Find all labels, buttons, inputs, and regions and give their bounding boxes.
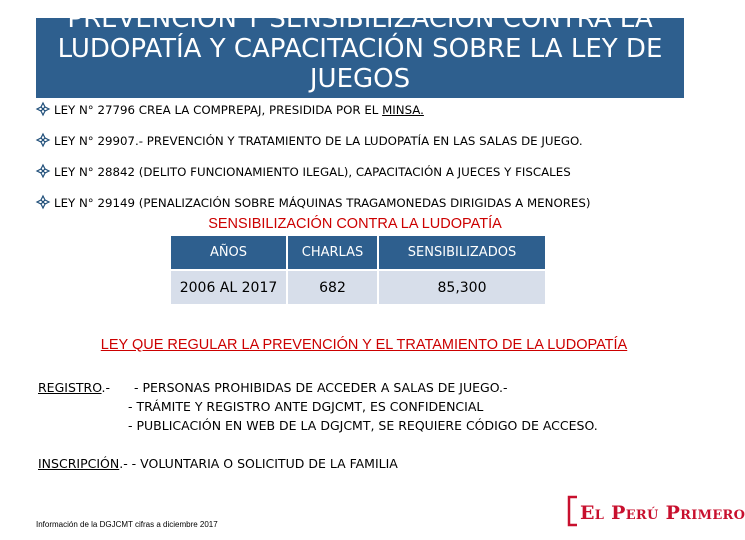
law-title: LEY QUE REGULAR LA PREVENCIÓN Y EL TRATAMIENTO DE LA LUDOPATÍA bbox=[100, 337, 628, 353]
registro-lines bbox=[128, 378, 598, 435]
diamond-bullet-icon bbox=[36, 133, 50, 147]
table-cell: 682 bbox=[288, 269, 379, 304]
source-footnote: Información de la DGJCMT cifras a diciembre 2017 bbox=[36, 520, 218, 529]
table-row bbox=[171, 269, 545, 304]
law-bullet-list bbox=[36, 102, 696, 226]
list-item bbox=[36, 133, 696, 164]
column-header: SENSIBILIZADOS bbox=[379, 236, 545, 269]
registro-line: - PERSONAS PROHIBIDAS DE ACCEDER A SALAS DE JUEGO.- bbox=[134, 380, 508, 395]
column-header: AÑOS bbox=[171, 236, 288, 269]
diamond-bullet-icon bbox=[36, 164, 50, 178]
title-banner bbox=[36, 4, 684, 98]
diamond-bullet-icon bbox=[36, 102, 50, 116]
bullet-text: LEY N° 28842 (DELITO FUNCIONAMIENTO ILEGAL), CAPACITACIÓN A JUECES Y FISCALES bbox=[54, 165, 571, 179]
table-cell: 2006 AL 2017 bbox=[171, 269, 288, 304]
bullet-text: LEY N° 29907.- PREVENCIÓN Y TRATAMIENTO DE LA LUDOPATÍA EN LAS SALAS DE JUEGO. bbox=[54, 134, 583, 148]
column-header: CHARLAS bbox=[288, 236, 379, 269]
page-title: PREVENCIÓN Y SENSIBILIZACIÓN CONTRA LA LUDOPATÍA Y CAPACITACIÓN SOBRE LA LEY DE JUEGOS bbox=[57, 4, 663, 94]
registro-line: - TRÁMITE Y REGISTRO ANTE DGJCMT, ES CONFIDENCIAL bbox=[128, 399, 484, 414]
stats-table bbox=[171, 236, 545, 304]
bullet-text: LEY N° 29149 (PENALIZACIÓN SOBRE MÁQUINAS TRAGAMONEDAS DIRIGIDAS A MENORES) bbox=[54, 196, 591, 210]
logo-bracket-icon bbox=[568, 496, 578, 526]
bullet-text: LEY N° 27796 CREA LA COMPREPAJ, PRESIDIDA POR EL MINSA. bbox=[54, 103, 424, 117]
registro-line: - PUBLICACIÓN EN WEB DE LA DGJCMT, SE REQUIERE CÓDIGO DE ACCESO. bbox=[128, 418, 598, 433]
stats-title: SENSIBILIZACIÓN CONTRA LA LUDOPATÍA bbox=[208, 216, 502, 232]
inscripcion-section bbox=[38, 456, 398, 471]
list-item bbox=[36, 164, 696, 195]
table-cell: 85,300 bbox=[379, 269, 545, 304]
table-header-row bbox=[171, 236, 545, 269]
registro-label: REGISTRO.- bbox=[38, 380, 111, 395]
list-item bbox=[36, 102, 696, 133]
diamond-bullet-icon bbox=[36, 195, 50, 209]
inscripcion-text: .- - VOLUNTARIA O SOLICITUD DE LA FAMILIA bbox=[119, 456, 398, 471]
logo-text: El Perú Primero bbox=[580, 502, 745, 524]
inscripcion-label: INSCRIPCIÓN bbox=[38, 456, 120, 471]
logo bbox=[568, 494, 745, 530]
